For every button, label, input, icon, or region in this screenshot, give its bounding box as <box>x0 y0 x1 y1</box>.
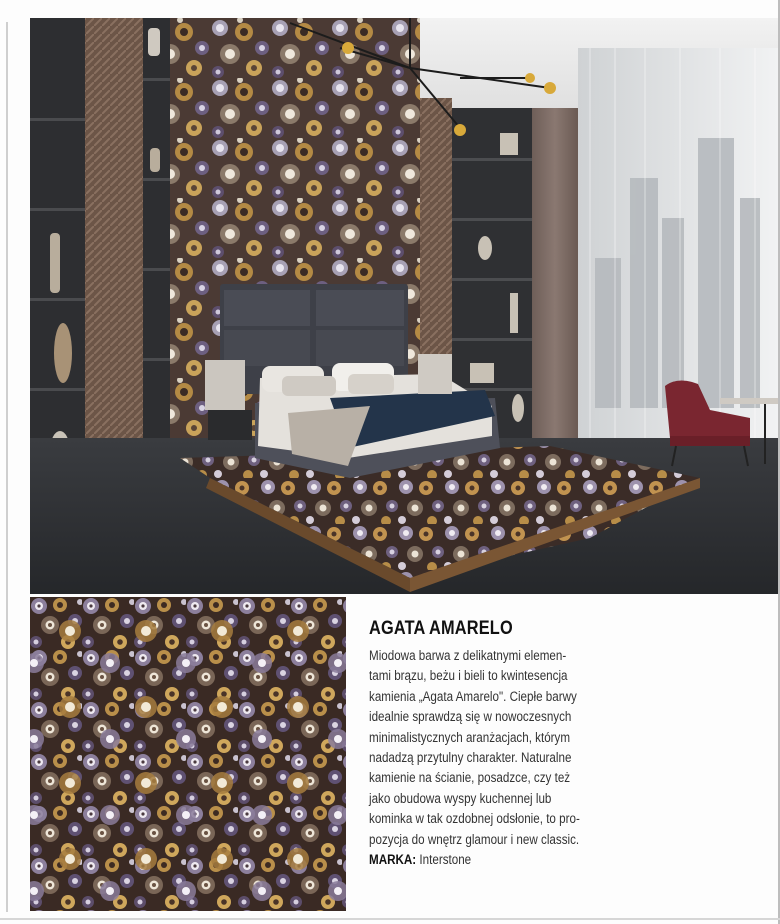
brand-value: Interstone <box>419 852 472 869</box>
body-line: idealnie sprawdzą się w nowoczesnych <box>369 709 572 726</box>
brand-label: MARKA: <box>369 852 417 869</box>
body-line: kominka w tak ozdobnej odsłonie, to pro- <box>369 811 580 828</box>
agate-stone-sample <box>30 597 346 911</box>
body-line: kamienie na ścianie, posadzce, czy też <box>369 770 571 787</box>
bedroom-illustration <box>30 18 778 594</box>
page-edge-line <box>6 22 8 912</box>
body-line: tami brązu, beżu i bieli to kwintesencja <box>369 668 568 685</box>
body-line: nadadzą przytulny charakter. Naturalne <box>369 750 572 767</box>
body-line: Miodowa barwa z delikatnymi elemen- <box>369 648 567 664</box>
body-line: jako obudowa wyspy kuchennej lub <box>369 790 552 807</box>
article-body <box>369 646 659 870</box>
body-line: kamienia „Agata Amarelo". Ciepłe barwy <box>369 688 577 705</box>
agate-texture <box>30 597 346 911</box>
bedroom-photo <box>30 18 778 594</box>
brand-line <box>369 850 607 870</box>
page-edge-line-bottom <box>0 918 780 920</box>
body-line: minimalistycznych aranżacjach, którym <box>369 729 571 746</box>
article-title: AGATA AMARELO <box>369 618 513 639</box>
article-text-block <box>369 618 659 870</box>
body-line: pozycja do wnętrz glamour i new classic. <box>369 831 580 848</box>
